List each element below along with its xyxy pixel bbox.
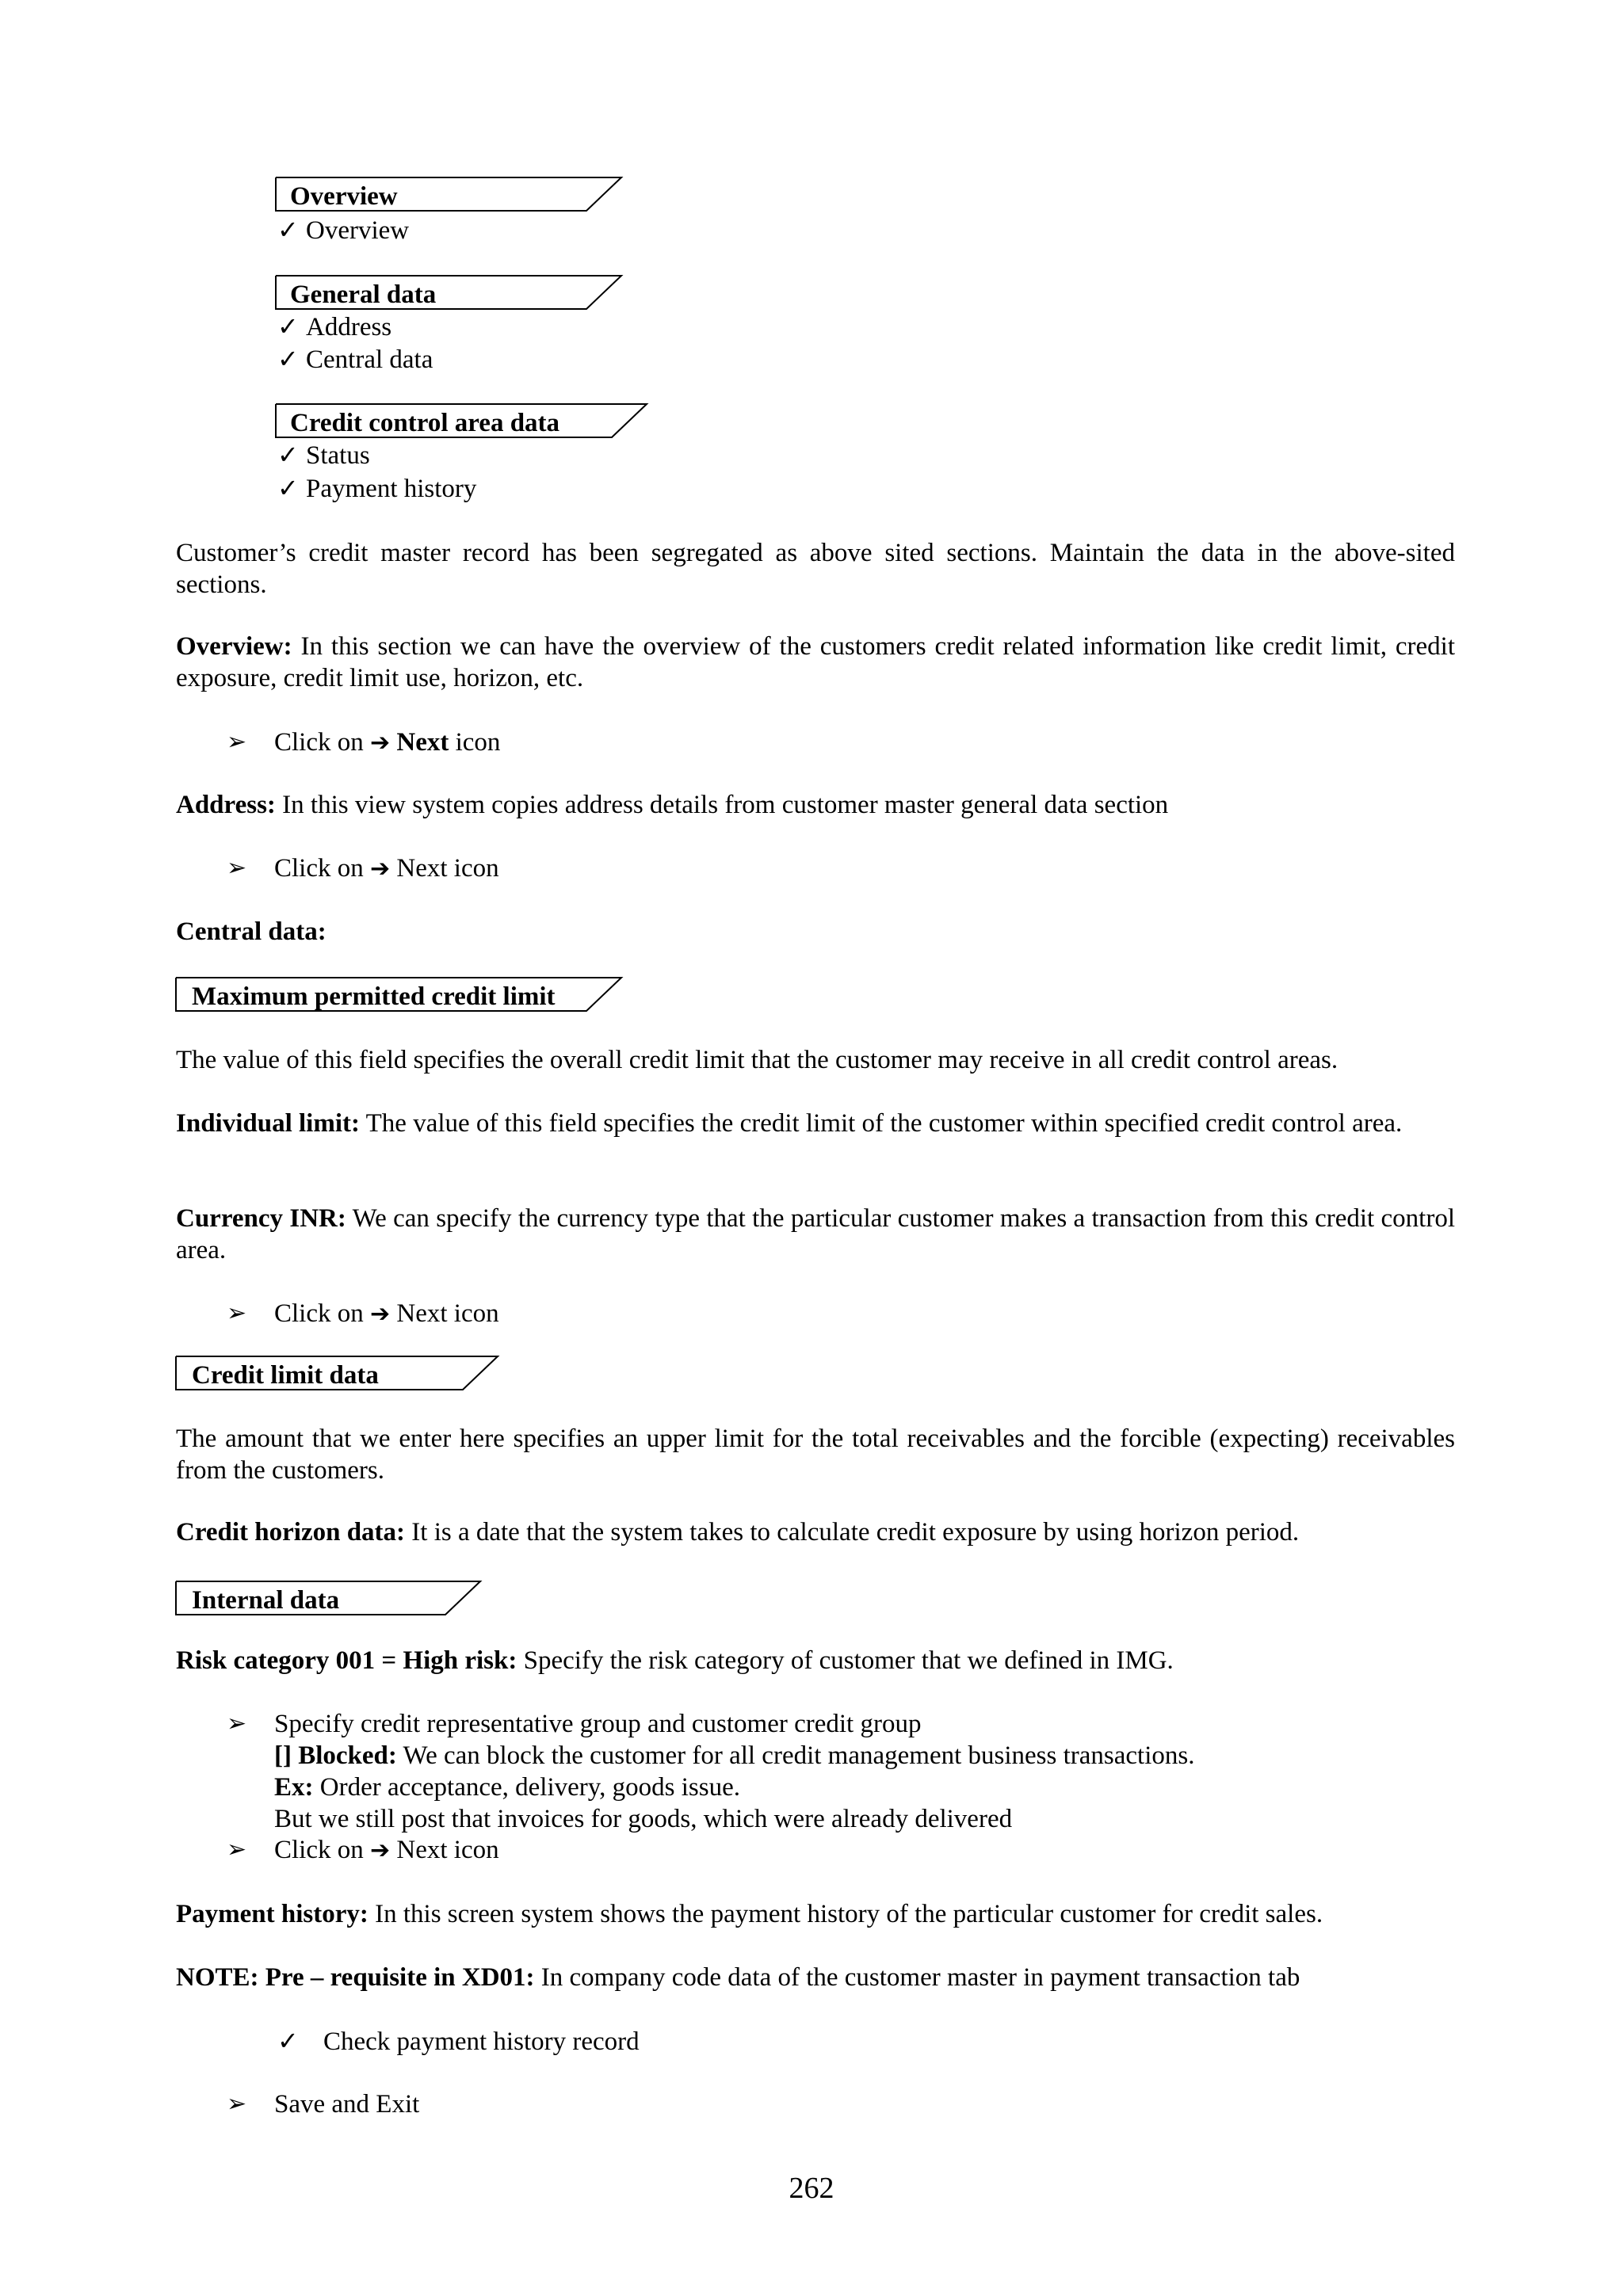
check-icon: ✓ <box>277 2027 299 2055</box>
save-exit-instruction: Save and Exit <box>274 2090 420 2119</box>
paragraph-text: It is a date that the system takes to calculate credit exposure by using horizon period. <box>405 1518 1300 1547</box>
paragraph-label: Payment history: <box>176 1900 369 1928</box>
arrow-bullet-icon: ➢ <box>227 1300 247 1326</box>
paragraph-text: In this section we can have the overview of the customers credit related information like credit limit, credit exposure, credit limit use, horizon, etc. <box>176 632 1455 692</box>
right-arrow-icon: ➔ <box>370 729 391 757</box>
intro-paragraph: Customer’s credit master record has been segregated as above sited sections. Maintain the data in the above-sited sections. <box>176 539 1455 599</box>
section-tab-credit-control-area-data <box>276 404 647 439</box>
page-number: 262 <box>789 2172 834 2205</box>
right-arrow-icon: ➔ <box>370 855 391 883</box>
section-tab-general-data <box>276 276 621 311</box>
right-arrow-icon: ➔ <box>370 1836 391 1864</box>
checklist-item: ✓ Status <box>277 441 370 470</box>
specify-group-instruction: Specify credit representative group and customer credit group <box>274 1710 922 1738</box>
credit-horizon-paragraph <box>176 1516 1455 1548</box>
section-tab-label: General data <box>290 280 437 309</box>
central-data-heading: Central data: <box>176 917 327 946</box>
paragraph-label: Overview: <box>176 632 292 661</box>
paragraph-text: Specify the risk category of customer that we defined in IMG. <box>517 1646 1174 1675</box>
paragraph-label: Risk category 001 = High risk: <box>176 1646 517 1675</box>
paragraph-label: Address: <box>176 791 276 819</box>
paragraph-label: Individual limit: <box>176 1109 360 1138</box>
checklist-item: ✓ Payment history <box>277 474 477 503</box>
click-next-instruction: Click on ➔ Next icon <box>274 1299 499 1328</box>
field-box-internal-data <box>176 1581 480 1616</box>
check-icon: ✓ <box>277 345 299 373</box>
checklist-item: ✓ Address <box>277 312 392 341</box>
risk-category-paragraph <box>176 1645 1455 1676</box>
click-next-instruction: Click on ➔ Next icon <box>274 1836 499 1864</box>
checklist-item: ✓ Central data <box>277 345 433 374</box>
credit-limit-paragraph: The amount that we enter here specifies an upper limit for the total receivables and the forcible (expecting) receivables from the customers. <box>176 1425 1455 1485</box>
field-box-credit-limit-data <box>176 1356 498 1391</box>
section-tab-label: Credit control area data <box>290 409 560 437</box>
click-next-instruction: Click on ➔ Next icon <box>274 854 499 883</box>
arrow-bullet-icon: ➢ <box>227 729 247 755</box>
field-box-maximum-permitted-credit-limit <box>176 978 621 1013</box>
note-paragraph <box>176 1962 1455 1993</box>
payment-history-paragraph <box>176 1898 1455 1930</box>
arrow-bullet-icon: ➢ <box>227 1711 247 1737</box>
paragraph-label: Currency INR: <box>176 1204 346 1233</box>
click-next-instruction: Click on ➔ Next icon <box>274 728 501 757</box>
blocked-line: [] Blocked: We can block the customer for all credit management business transactions. <box>274 1741 1195 1770</box>
overview-paragraph <box>176 631 1455 694</box>
arrow-bullet-icon: ➢ <box>227 2091 247 2117</box>
individual-limit-paragraph <box>176 1108 1455 1139</box>
section-tab-overview <box>276 177 621 212</box>
check-icon: ✓ <box>277 312 299 341</box>
right-arrow-icon: ➔ <box>370 1300 391 1328</box>
arrow-bullet-icon: ➢ <box>227 855 247 881</box>
paragraph-text: We can specify the currency type that the particular customer makes a transaction from this credit control area. <box>176 1204 1455 1264</box>
paragraph-label: NOTE: Pre – requisite in XD01: <box>176 1963 535 1992</box>
paragraph-text: In company code data of the customer master in payment transaction tab <box>534 1963 1300 1992</box>
arrow-bullet-icon: ➢ <box>227 1836 247 1863</box>
check-icon: ✓ <box>277 215 299 244</box>
paragraph-label: Credit horizon data: <box>176 1518 406 1547</box>
section-tab-label: Overview <box>290 182 398 211</box>
field-box-label: Credit limit data <box>192 1361 379 1390</box>
paragraph-text: In this view system copies address details from customer master general data section <box>275 791 1169 819</box>
delivered-note-line: But we still post that invoices for goods, which were already delivered <box>274 1805 1013 1833</box>
max-limit-paragraph: The value of this field specifies the overall credit limit that the customer may receive in all credit control areas. <box>176 1046 1338 1074</box>
paragraph-text: In this screen system shows the payment history of the particular customer for credit sales. <box>368 1900 1323 1928</box>
currency-paragraph <box>176 1203 1455 1266</box>
check-icon: ✓ <box>277 474 299 502</box>
example-line: Ex: Order acceptance, delivery, goods issue. <box>274 1773 740 1802</box>
field-box-label: Internal data <box>192 1586 340 1615</box>
paragraph-text: The value of this field specifies the credit limit of the customer within specified credit control area. <box>359 1109 1403 1138</box>
check-icon: ✓ <box>277 441 299 469</box>
checklist-item: ✓ Check payment history record <box>277 2027 640 2056</box>
field-box-label: Maximum permitted credit limit <box>192 982 556 1011</box>
checklist-item: ✓ Overview <box>277 215 410 245</box>
address-paragraph <box>176 789 1455 821</box>
